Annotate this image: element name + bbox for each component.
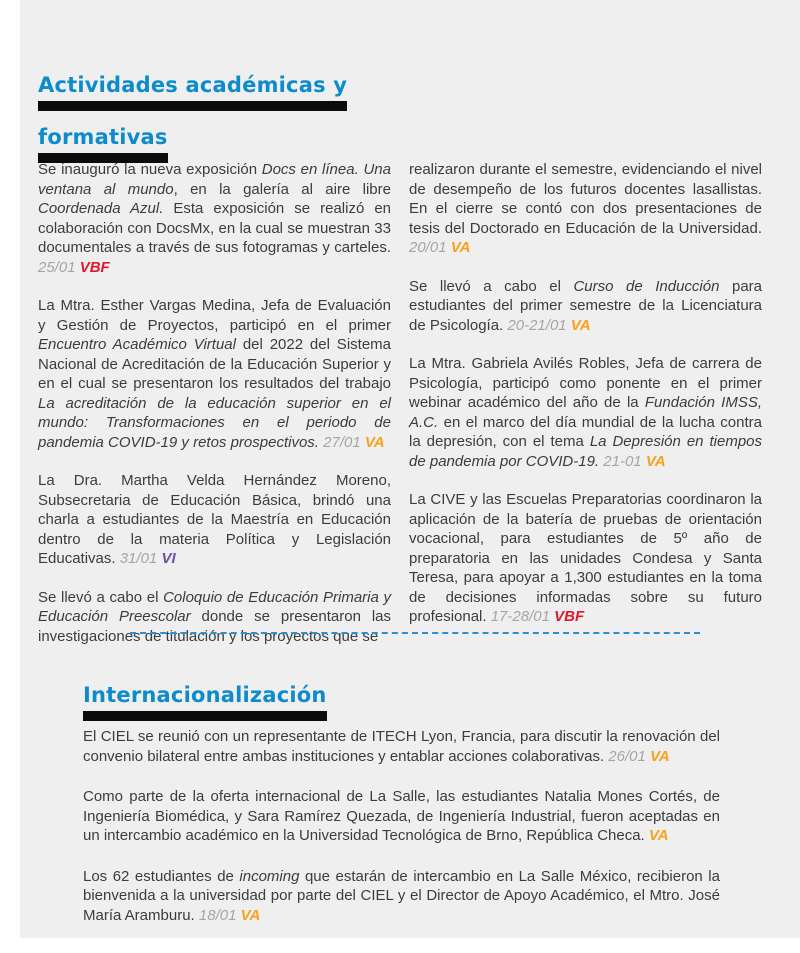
author-initials-tag: VBF bbox=[554, 608, 585, 625]
author-initials-tag: VA bbox=[648, 827, 669, 844]
body-text: Esta exposición se realizó en colaboración con DocsMx, en la cual se muestran 33 documentales a través de sus fotogramas y carteles. bbox=[38, 200, 391, 256]
title-underline-bar bbox=[38, 101, 347, 111]
italic-text: Curso de Inducción bbox=[573, 277, 720, 295]
section-title-text: formativas bbox=[38, 125, 168, 149]
body-text: en el marco del día mundial de la lucha contra la depresión, con el tema bbox=[409, 413, 762, 450]
author-initials-tag: VA bbox=[645, 452, 666, 470]
body-text: La CIVE y las Escuelas Preparatorias coordinaron la aplicación de la batería de pruebas de orientación vocacional, para estudiantes de 5º año de preparatoria en las unidades Condesa y Santa Teresa, para apoyar a 1,300 estudiantes en la toma de decisiones informadas sobre su futuro profesional. bbox=[409, 491, 762, 625]
body-text: La Mtra. Gabriela Avilés Robles, Jefa de carrera de Psicología, participó como ponente en el primer webinar académico del año de la bbox=[409, 355, 762, 411]
page-left-margin bbox=[0, 0, 20, 953]
article-paragraph bbox=[409, 490, 762, 627]
section-title-line-1 bbox=[38, 72, 347, 111]
body-text: realizaron durante el semestre, evidenciando el nivel de desempeño de los futuros docentes lasallistas. En el cierre se contó con dos presentaciones de tesis del Doctorado en Educación de la Universidad. bbox=[409, 161, 762, 237]
date-label: 18/01 bbox=[198, 906, 241, 924]
body-text: Como parte de la oferta internacional de La Salle, las estudiantes Natalia Mones Cortés, de Ingeniería Biomédica, y Sara Ramírez Quezada, de Ingeniería Industrial, fueron aceptadas en un intercambio académico en la Universidad Tecnológica de Brno, República Checa. bbox=[83, 788, 720, 844]
body-text: Se inauguró la nueva exposición bbox=[38, 161, 262, 178]
author-initials-tag: VI bbox=[161, 550, 176, 567]
body-text: que estarán de intercambio en La Salle México, recibieron la bienvenida a la universidad por parte del CIEL y el Director de Apoyo Académico, el Mtro. José María Aramburu. bbox=[83, 867, 720, 924]
italic-text: Coordenada Azul. bbox=[38, 200, 164, 217]
full-width-article-area bbox=[83, 727, 720, 946]
author-initials-tag: VA bbox=[570, 316, 591, 334]
date-label: 25/01 bbox=[38, 258, 80, 276]
body-text: Los 62 estudiantes de bbox=[83, 867, 240, 885]
title-underline-bar bbox=[83, 711, 327, 721]
two-column-article-area bbox=[38, 160, 762, 665]
column-right bbox=[409, 160, 762, 665]
section-title-line-2 bbox=[38, 124, 168, 163]
article-paragraph bbox=[83, 867, 720, 926]
body-text: del 2022 del Sistema Nacional de Acreditación de la Educación Superior y en el cual se presentaron los resultados del trabajo bbox=[38, 336, 391, 392]
body-text: El CIEL se reunió con un representante de ITECH Lyon, Francia, para discutir la renovación del convenio bilateral entre ambas instituciones y entablar acciones colaborativas. bbox=[83, 728, 720, 765]
date-label: 21-01 bbox=[603, 452, 646, 470]
author-initials-tag: VA bbox=[650, 747, 670, 765]
italic-text: La Depresión en tiempos de pandemia por COVID-19. bbox=[409, 433, 762, 470]
article-paragraph bbox=[409, 277, 762, 336]
body-text: Se llevó a cabo el bbox=[409, 277, 574, 295]
author-initials-tag: VA bbox=[240, 906, 261, 924]
author-initials-tag: VA bbox=[450, 239, 471, 256]
dashed-section-divider bbox=[130, 632, 700, 634]
date-label: 20-21/01 bbox=[507, 316, 571, 334]
article-paragraph bbox=[83, 787, 720, 846]
author-initials-tag: VA bbox=[364, 433, 385, 451]
date-label: 31/01 bbox=[119, 550, 162, 567]
article-paragraph bbox=[38, 471, 391, 569]
article-paragraph bbox=[38, 296, 391, 452]
article-paragraph bbox=[409, 160, 762, 258]
section-title-text: Actividades académicas y bbox=[38, 73, 348, 97]
body-text: La Mtra. Esther Vargas Medina, Jefa de Evaluación y Gestión de Proyectos, participó en el primer bbox=[38, 297, 391, 334]
italic-text: Encuentro Académico Virtual bbox=[38, 336, 236, 353]
body-text: La Dra. Martha Velda Hernández Moreno, Subsecretaria de Educación Básica, brindó una charla a estudiantes de la Maestría en Educación dentro de la materia Política y Legislación Educativas. bbox=[38, 472, 391, 567]
italic-text: Docs en línea. Una ventana al mundo bbox=[38, 161, 391, 198]
italic-text: Coloquio de Educación Primaria y Educación Preescolar bbox=[38, 588, 392, 625]
section-title-text: Internacionalización bbox=[83, 683, 327, 707]
article-paragraph bbox=[38, 588, 391, 647]
article-paragraph bbox=[38, 160, 391, 277]
body-text: donde se presentaron las investigaciones de titulación y los proyectos que se bbox=[38, 608, 391, 645]
date-label: 20/01 bbox=[409, 239, 451, 256]
body-text: para estudiantes del primer semestre de la Licenciatura de Psicología. bbox=[409, 277, 762, 334]
column-left bbox=[38, 160, 391, 665]
italic-text: La acreditación de la educación superior en el mundo: Transformaciones en el periodo de pandemia COVID-19 y retos prospectivos. bbox=[38, 394, 391, 451]
article-paragraph bbox=[409, 354, 762, 471]
body-text: Se llevó a cabo el bbox=[38, 588, 164, 606]
date-label: 17-28/01 bbox=[490, 608, 555, 625]
section-title-line-1 bbox=[83, 682, 327, 721]
date-label: 27/01 bbox=[323, 433, 365, 451]
italic-text: incoming bbox=[239, 867, 300, 885]
date-label: 26/01 bbox=[608, 747, 651, 765]
italic-text: Fundación IMSS, A.C. bbox=[409, 394, 762, 431]
author-initials-tag: VBF bbox=[79, 258, 110, 276]
body-text: , en la galería al aire libre bbox=[173, 180, 391, 198]
article-paragraph bbox=[83, 727, 720, 766]
